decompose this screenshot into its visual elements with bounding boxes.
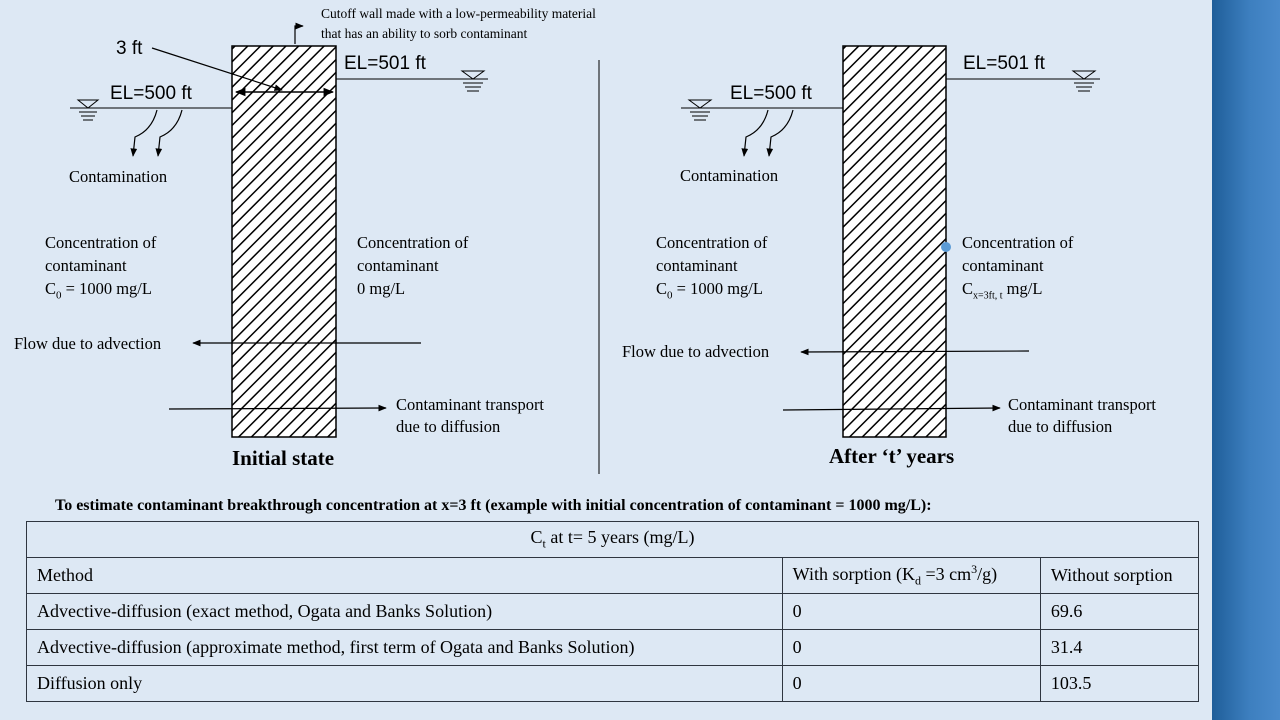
cutoff-wall <box>232 46 336 437</box>
concentration-left-value: $C_0 = 1000$ mg/L <box>656 279 763 302</box>
concentration-left-value: $C_0 = 1000$ mg/L <box>45 279 152 302</box>
decorative-sidebar <box>1212 0 1280 720</box>
with-sorption-cell: 0 <box>782 666 1040 702</box>
after-t-years-title: After ‘t’ years <box>829 444 955 468</box>
concentration-right-value: 0 mg/L <box>357 279 406 298</box>
contamination-arrow <box>744 110 768 156</box>
elevation-left-label: EL=500 ft <box>110 83 192 104</box>
advection-arrow <box>801 351 1029 352</box>
concentration-right-line-2: contaminant <box>357 256 439 275</box>
contamination-arrow <box>769 110 793 156</box>
table-caption: To estimate contaminant breakthrough concentration at x=3 ft (example with initial concentration of contaminant = 1000 mg/L): <box>55 497 932 514</box>
results-table <box>26 521 1199 702</box>
diffusion-arrow <box>169 408 386 409</box>
elevation-right-label: EL=501 ft <box>963 53 1045 74</box>
elevation-left-label: EL=500 ft <box>730 83 812 104</box>
advection-label: Flow due to advection <box>622 342 770 361</box>
contamination-arrow <box>158 110 182 156</box>
table-row <box>27 666 1199 702</box>
without-sorption-cell: 69.6 <box>1040 594 1198 630</box>
wall-note-line-2: that has an ability to sorb contaminant <box>321 26 528 41</box>
without-sorption-cell: 31.4 <box>1040 630 1198 666</box>
concentration-left-line-2: contaminant <box>656 256 738 275</box>
table-header-row <box>27 522 1199 558</box>
concentration-left-line-2: contaminant <box>45 256 127 275</box>
concentration-right-line-1: Concentration of <box>357 233 469 252</box>
concentration-left-line-1: Concentration of <box>45 233 157 252</box>
table-column-row <box>27 558 1199 594</box>
without-sorption-cell: 103.5 <box>1040 666 1198 702</box>
contamination-label: Contamination <box>69 167 168 186</box>
table-row <box>27 594 1199 630</box>
method-cell: Advective-diffusion (exact method, Ogata and Banks Solution) <box>27 594 783 630</box>
with-sorption-cell: 0 <box>782 594 1040 630</box>
contamination-label: Contamination <box>680 166 779 185</box>
water-table-icon <box>462 71 484 91</box>
diffusion-label-line-2: due to diffusion <box>396 417 501 436</box>
cutoff-wall <box>843 46 946 437</box>
column-header-with-sorption: With sorption ($K_d =3$ $cm^3/g$) <box>782 558 1040 594</box>
contamination-arrow <box>133 110 157 156</box>
diffusion-label-line-2: due to diffusion <box>1008 417 1113 436</box>
water-table-icon <box>78 100 98 120</box>
elevation-right-label: EL=501 ft <box>344 53 426 74</box>
monitoring-point-dot <box>941 242 951 252</box>
column-header-without-sorption: Without sorption <box>1040 558 1198 594</box>
concentration-right-line-2: contaminant <box>962 256 1044 275</box>
table-header: $C_t$ at t= 5 years (mg/L) <box>27 522 1199 558</box>
table-row <box>27 630 1199 666</box>
with-sorption-cell: 0 <box>782 630 1040 666</box>
thickness-label: 3 ft <box>116 38 143 59</box>
diffusion-label-line-1: Contaminant transport <box>396 395 545 414</box>
method-cell: Diffusion only <box>27 666 783 702</box>
concentration-right-value: $C_{x=3ft, t}$ mg/L <box>962 279 1043 302</box>
concentration-left-line-1: Concentration of <box>656 233 768 252</box>
wall-note-pointer <box>295 26 303 44</box>
concentration-right-line-1: Concentration of <box>962 233 1074 252</box>
method-cell: Advective-diffusion (approximate method, first term of Ogata and Banks Solution) <box>27 630 783 666</box>
wall-note-line-1: Cutoff wall made with a low-permeability material <box>321 6 596 21</box>
water-table-icon <box>1073 71 1095 91</box>
advection-label: Flow due to advection <box>14 334 162 353</box>
diffusion-label-line-1: Contaminant transport <box>1008 395 1157 414</box>
initial-state-title: Initial state <box>232 446 335 470</box>
column-header-method: Method <box>27 558 783 594</box>
water-table-icon <box>689 100 711 120</box>
